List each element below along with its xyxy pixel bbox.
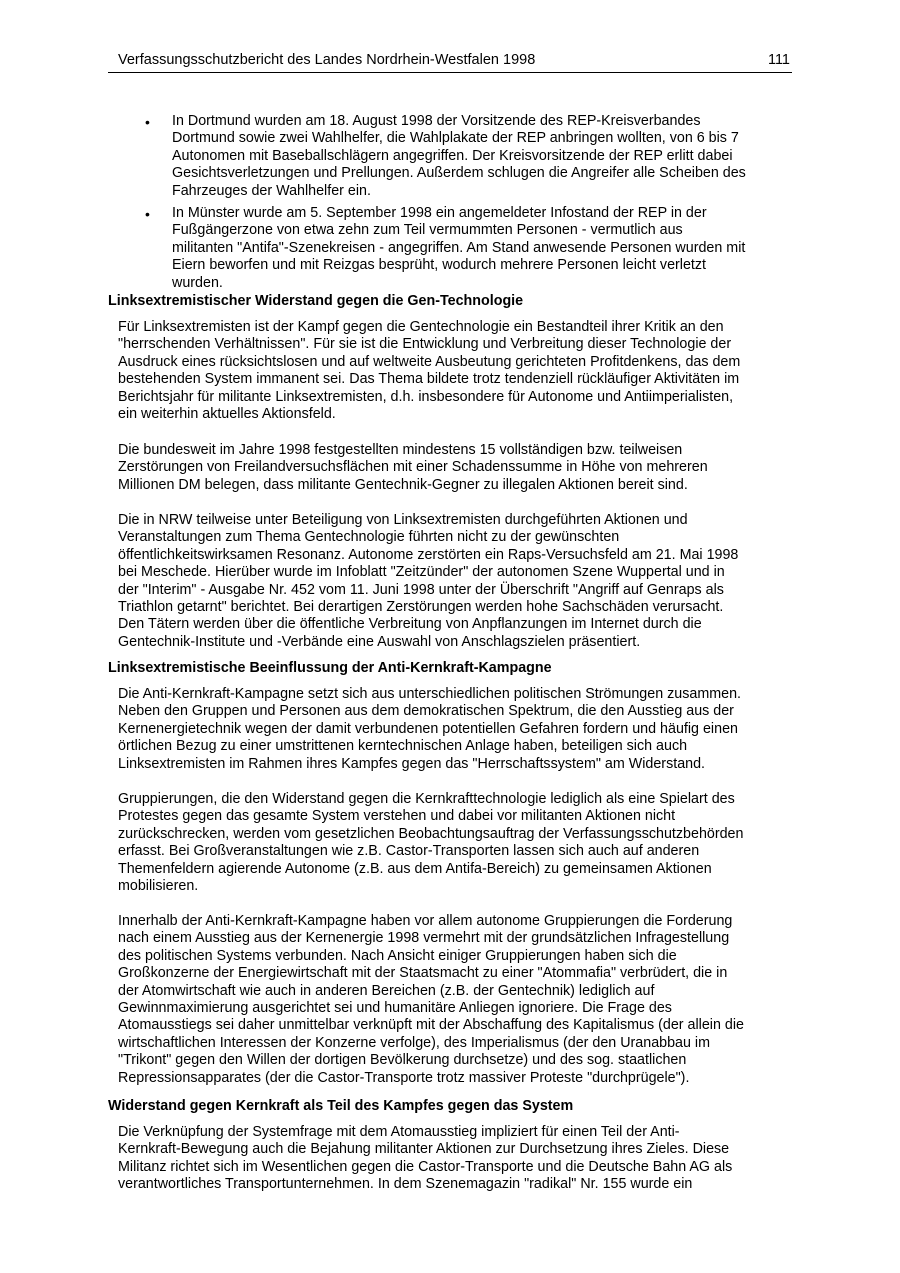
bullet-item: [172, 205, 745, 292]
page-number: 111: [767, 52, 790, 68]
text-line: In Dortmund wurden am 18. August 1998 der Vorsitzende des REP-Kreisverbandes: [172, 113, 701, 129]
text-line: Die in NRW teilweise unter Beteiligung von Linksextremisten durchgeführten Aktionen und: [118, 512, 688, 528]
text-line: Großkonzerne der Energiewirtschaft mit der Staatsmacht zu einer "Atommafia" verbrüdert, die in: [118, 965, 728, 982]
page-header: [108, 52, 792, 73]
paragraph: [118, 1124, 732, 1194]
text-line: Militanz richtet sich im Wesentlichen gegen die Castor-Transporte und die Deutsche Bahn AG als: [118, 1158, 733, 1175]
text-line: Ausdruck eines rücksichtslosen und auf weltweite Ausbeutung gerichteten Profitdenkens, das dem: [118, 353, 741, 370]
text-line: Für Linksextremisten ist der Kampf gegen die Gentechnologie ein Bestandteil ihrer Kritik an den: [118, 319, 724, 335]
text-line: Innerhalb der Anti-Kernkraft-Kampagne haben vor allem autonome Gruppierungen die Forderung: [118, 913, 733, 929]
text-line: ein weiterhin aktuelles Aktionsfeld.: [118, 406, 336, 423]
text-line: Atomausstiegs sei daher unmittelbar verknüpft mit der Abschaffung des Kapitalismus (der allein die: [118, 1017, 744, 1034]
text-line: "Trikont" gegen den Willen der dortigen Bevölkerung durchsetze) und des sog. staatlichen: [118, 1052, 687, 1069]
text-line: Kernenergietechnik wegen der damit verbundenen potentiellen Gefahren fordern und häufig einen: [118, 720, 738, 737]
text-line: der "Interim" - Ausgabe Nr. 452 vom 11. Juni 1998 unter der Überschrift "Angriff auf Genraps als: [118, 581, 724, 598]
text-line: Themenfeldern agierende Autonome (z.B. aus dem Antifa-Bereich) zu gemeinsamen Aktionen: [118, 860, 712, 877]
text-line: verantwortliches Transportunternehmen. In dem Szenemagazin "radikal" Nr. 155 wurde ein: [118, 1176, 693, 1193]
text-line: Die bundesweit im Jahre 1998 festgestellten mindestens 15 vollständigen bzw. teilweisen: [118, 442, 683, 458]
text-line: Gesichtsverletzungen und Prellungen. Außerdem schlugen die Angreifer alle Scheiben des: [172, 165, 746, 182]
text-line: Linksextremisten im Rahmen ihres Kampfes gegen das "Herrschaftssystem" am Widerstand.: [118, 755, 706, 772]
text-line: zurückschrecken, werden vom gesetzlichen Beobachtungsauftrag der Verfassungsschutzbehörden: [118, 825, 744, 842]
text-line: Gentechnik-Institute und -Verbände eine Auswahl von Anschlagszielen präsentiert.: [118, 633, 641, 650]
text-line: Autonomen mit Baseballschlägern angegriffen. Der Kreisvorsitzende der REP erlitt dabei: [172, 147, 733, 164]
paragraph: [118, 913, 744, 1087]
bullet-marker: •: [145, 114, 150, 130]
text-line: Gruppierungen, die den Widerstand gegen die Kernkrafttechnologie lediglich als eine Spielart des: [118, 791, 735, 807]
text-line: wirtschaftlichen Interessen der Konzerne verfolge), des Imperialismus (der den Uranabbau im: [118, 1034, 711, 1051]
text-line: bestehenden System immanent sei. Das Thema bildete trotz tendenziell rückläufiger Aktivitäten im: [118, 371, 740, 388]
text-line: militanten "Antifa"-Szenekreisen - angegriffen. Am Stand anwesende Personen wurden mit: [172, 239, 746, 256]
text-line: Dortmund sowie zwei Wahlhelfer, die Wahlplakate der REP anbringen wollten, von 6 bis 7: [172, 130, 739, 147]
text-line: Kernkraft-Bewegung auch die Bejahung militanter Aktionen zur Durchsetzung ihres Zieles. Diese: [118, 1141, 730, 1158]
text-line: Fußgängerzone von etwa zehn zum Teil vermummten Personen - vermutlich aus: [172, 222, 683, 239]
section-heading: Widerstand gegen Kernkraft als Teil des Kampfes gegen das System: [108, 1098, 574, 1114]
text-line: mobilisieren.: [118, 878, 199, 895]
text-line: Neben den Gruppen und Personen aus dem demokratischen Spektrum, die den Ausstieg aus der: [118, 703, 734, 720]
text-line: Millionen DM belegen, dass militante Gentechnik-Gegner zu illegalen Aktionen bereit sind.: [118, 476, 688, 493]
text-line: "herrschenden Verhältnissen". Für sie ist die Entwicklung und Verbreitung dieser Technologie der: [118, 336, 732, 353]
paragraph: [118, 686, 741, 773]
text-line: der Atomwirtschaft wie auch in anderen Bereichen (z.B. der Gentechnik) lediglich auf: [118, 982, 655, 999]
paragraph: [118, 442, 708, 494]
text-line: Repressionsapparates (der die Castor-Transporte trotz massiver Proteste "durchprügele").: [118, 1069, 690, 1086]
paragraph: [118, 319, 740, 423]
text-line: In Münster wurde am 5. September 1998 ein angemeldeter Infostand der REP in der: [172, 205, 707, 221]
text-line: Fahrzeuges der Wahlhelfer ein.: [172, 182, 371, 199]
text-line: des politischen Systems verbunden. Nach Ansicht einiger Gruppierungen haben sich die: [118, 947, 677, 964]
text-line: Triathlon getarnt" berichtet. Bei derartigen Zerstörungen werden hohe Sachschäden verursacht.: [118, 599, 724, 616]
text-line: Gewinnmaximierung ausgerichtet sei und humanitäre Anliegen ignoriere. Die Frage des: [118, 1000, 672, 1017]
text-line: Protestes gegen das gesamte System verstehen und dabei vor militanten Aktionen nicht: [118, 808, 676, 825]
text-line: Zerstörungen von Freilandversuchsflächen mit einer Schadenssumme in Höhe von mehreren: [118, 459, 708, 476]
text-line: Veranstaltungen zum Thema Gentechnologie führten nicht zu der gewünschten: [118, 529, 620, 546]
running-title: Verfassungsschutzbericht des Landes Nordrhein-Westfalen 1998: [118, 52, 536, 68]
section-heading: Linksextremistischer Widerstand gegen die Gen-Technologie: [108, 293, 524, 309]
bullet-item: [172, 113, 746, 200]
text-line: Eiern beworfen und mit Reizgas besprüht, wodurch mehrere Personen leicht verletzt: [172, 257, 707, 274]
text-line: Berichtsjahr für militante Linksextremisten, d.h. insbesondere für Autonome und Antiimperialisten,: [118, 388, 734, 405]
text-line: öffentlichkeitswirksamen Resonanz. Autonome zerstörten ein Raps-Versuchsfeld am 21. Mai 1998: [118, 546, 739, 563]
bullet-marker: •: [145, 206, 150, 222]
text-line: Die Anti-Kernkraft-Kampagne setzt sich aus unterschiedlichen politischen Strömungen zusammen.: [118, 686, 742, 702]
text-line: Den Tätern werden über die öffentliche Verbreitung von Anpflanzungen im Internet durch die: [118, 616, 702, 633]
text-line: erfasst. Bei Großveranstaltungen wie z.B. Castor-Transporten lassen sich auch auf anderen: [118, 843, 700, 860]
text-line: nach einem Ausstieg aus der Kernenergie 1998 vermehrt mit der grundsätzlichen Infragestellung: [118, 930, 730, 947]
paragraph: [118, 512, 738, 651]
text-line: Die Verknüpfung der Systemfrage mit dem Atomausstieg impliziert für einen Teil der Anti-: [118, 1124, 680, 1140]
section-heading: Linksextremistische Beeinflussung der Anti-Kernkraft-Kampagne: [108, 660, 552, 676]
text-line: bei Meschede. Hierüber wurde im Infoblatt "Zeitzünder" der autonomen Szene Wuppertal und in: [118, 564, 725, 581]
paragraph: [118, 791, 743, 895]
text-line: örtlichen Bezug zu einer umstrittenen kerntechnischen Anlage haben, beteiligen sich auch: [118, 738, 688, 755]
text-line: wurden.: [172, 274, 223, 291]
